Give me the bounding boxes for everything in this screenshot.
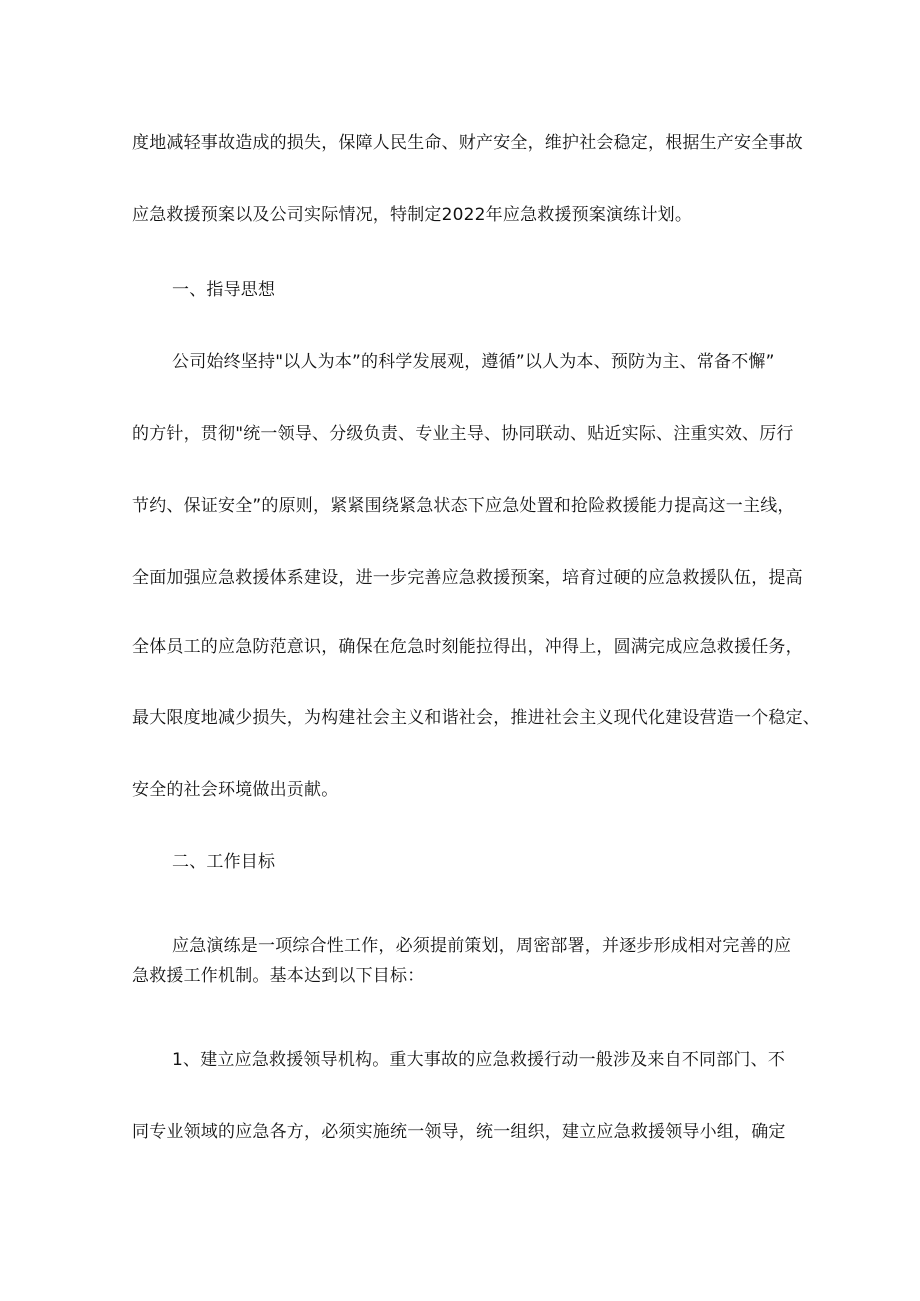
section-heading: 一、指导思想	[172, 280, 276, 300]
paragraph-line: 应急演练是一项综合性工作，必须提前策划，周密部署，并逐步形成相对完善的应	[172, 936, 792, 956]
section-heading: 二、工作目标	[172, 852, 276, 872]
paragraph-line: 公司始终坚持"以人为本”的科学发展观，遵循”以人为本、预防为主、常备不懈”	[172, 352, 775, 372]
paragraph-line: 最大限度地减少损失，为构建社会主义和谐社会，推进社会主义现代化建设营造一个稳定、	[132, 708, 820, 728]
paragraph-line: 的方针，贯彻"统一领导、分级负责、专业主导、协同联动、贴近实际、注重实效、厉行	[132, 424, 794, 444]
paragraph-line: 全体员工的应急防范意识，确保在危急时刻能拉得出，冲得上，圆满完成应急救援任务，	[132, 637, 803, 657]
paragraph-line: 急救援工作机制。基本达到以下目标：	[132, 966, 425, 986]
paragraph-line: 1、建立应急救援领导机构。重大事故的应急救援行动一般涉及来自不同部门、不	[172, 1050, 786, 1070]
paragraph-line: 应急救援预案以及公司实际情况，特制定2022年应急救援预案演练计划。	[132, 205, 693, 225]
paragraph-line: 度地减轻事故造成的损失，保障人民生命、财产安全，维护社会稳定，根据生产安全事故	[132, 133, 803, 153]
paragraph-line: 同专业领域的应急各方，必须实施统一领导，统一组织，建立应急救援领导小组，确定	[132, 1122, 786, 1142]
paragraph-line: 全面加强应急救援体系建设，进一步完善应急救援预案，培育过硬的应急救援队伍，提高	[132, 568, 803, 588]
paragraph-line: 节约、保证安全”的原则，紧紧围绕紧急状态下应急处置和抢险救援能力提高这一主线，	[132, 496, 795, 516]
paragraph-line: 安全的社会环境做出贡献。	[132, 780, 339, 800]
